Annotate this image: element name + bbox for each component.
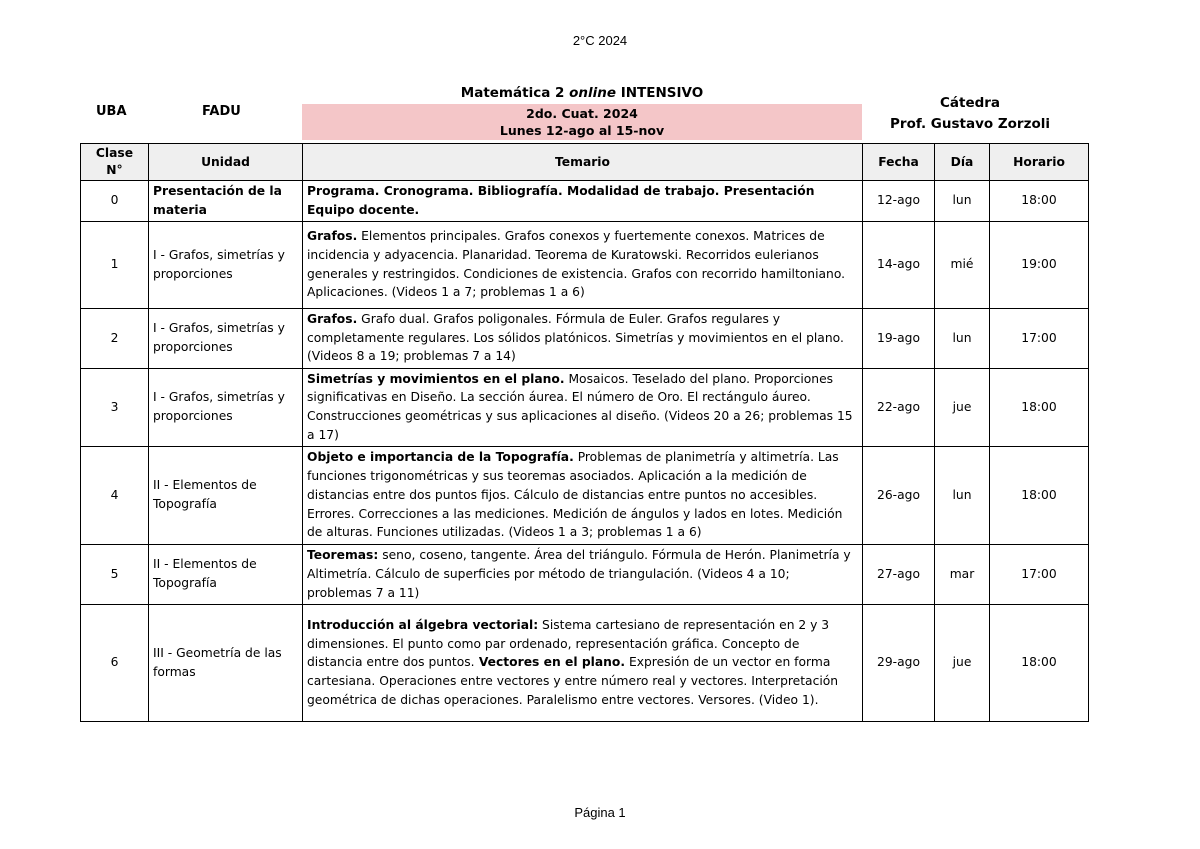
schedule-table: [80, 143, 1089, 722]
row-unit: I - Grafos, simetrías y proporciones: [149, 308, 303, 368]
term-label: 2do. Cuat. 2024: [526, 106, 638, 121]
header-unidad: Unidad: [149, 144, 303, 181]
row-date: 27-ago: [863, 544, 935, 604]
row-day: lun: [935, 308, 990, 368]
row-topic: Objeto e importancia de la Topografía. Problemas de planimetría y altimetría. Las funciones trigonométricas y sus teoremas asociados. Aplicación a la medición de distancias entre dos puntos fijos. Cálculo de distancias entre puntos no accesibles. Errores. Correcciones a las mediciones. Medición de ángulos y lados en lotes. Medición de alturas. Funciones utilizadas. (Videos 1 a 3; problemas 1 a 6): [303, 446, 863, 544]
table-row: [81, 368, 1089, 446]
header-clase: Clase N°: [81, 144, 149, 181]
catedra-label: Cátedra: [939, 95, 1001, 111]
row-date: 22-ago: [863, 368, 935, 446]
course-title-suffix: INTENSIVO: [620, 85, 704, 101]
row-time: 17:00: [990, 308, 1089, 368]
row-num: 6: [81, 604, 149, 721]
page-header: 2°C 2024: [572, 33, 628, 48]
row-topic: Simetrías y movimientos en el plano. Mosaicos. Teselado del plano. Proporciones significativas en Diseño. La sección áurea. El número de Oro. El rectángulo áureo. Construcciones geométricas y sus aplicaciones al diseño. (Videos 20 a 26; problemas 15 a 17): [303, 368, 863, 446]
row-topic: Teoremas: seno, coseno, tangente. Área del triángulo. Fórmula de Herón. Planimetría y Altimetría. Cálculo de superficies por método de triangulación. (Videos 4 a 10; problemas 7 a 11): [303, 544, 863, 604]
row-day: jue: [935, 368, 990, 446]
row-date: 14-ago: [863, 221, 935, 308]
row-date: 12-ago: [863, 181, 935, 222]
header-dia: Día: [935, 144, 990, 181]
row-unit: I - Grafos, simetrías y proporciones: [149, 221, 303, 308]
row-unit: Presentación de la materia: [149, 181, 303, 222]
row-time: 19:00: [990, 221, 1089, 308]
row-time: 18:00: [990, 446, 1089, 544]
course-title: [302, 85, 862, 101]
course-title-online: online: [569, 85, 617, 101]
row-unit: III - Geometría de las formas: [149, 604, 303, 721]
row-date: 19-ago: [863, 308, 935, 368]
term-dates: Lunes 12-ago al 15-nov: [499, 123, 665, 138]
header-temario: Temario: [303, 144, 863, 181]
row-num: 1: [81, 221, 149, 308]
row-day: lun: [935, 446, 990, 544]
table-header-row: [81, 144, 1089, 181]
row-num: 2: [81, 308, 149, 368]
row-day: lun: [935, 181, 990, 222]
header-fecha: Fecha: [863, 144, 935, 181]
professor-name: Prof. Gustavo Zorzoli: [890, 116, 1050, 132]
table-row: [81, 221, 1089, 308]
row-topic: Introducción al álgebra vectorial: Sistema cartesiano de representación en 2 y 3 dimensiones. El punto como par ordenado, representación gráfica. Concepto de distancia entre dos puntos. Vectores en el plano. Expresión de un vector en forma cartesiana. Operaciones entre vectores y entre número real y vectores. Interpretación geométrica de dichas operaciones. Paralelismo entre vectores. Versores. (Video 1).: [303, 604, 863, 721]
row-unit: I - Grafos, simetrías y proporciones: [149, 368, 303, 446]
row-time: 17:00: [990, 544, 1089, 604]
row-day: mié: [935, 221, 990, 308]
row-time: 18:00: [990, 604, 1089, 721]
course-title-prefix: Matemática 2: [460, 85, 565, 101]
term-box: [302, 104, 862, 140]
row-topic: Grafos. Grafo dual. Grafos poligonales. Fórmula de Euler. Grafos regulares y completamente regulares. Los sólidos platónicos. Simetrías y movimientos en el plano. (Videos 8 a 19; problemas 7 a 14): [303, 308, 863, 368]
catedra-block: [870, 93, 1070, 135]
row-num: 4: [81, 446, 149, 544]
row-day: jue: [935, 604, 990, 721]
row-unit: II - Elementos de Topografía: [149, 446, 303, 544]
row-num: 0: [81, 181, 149, 222]
fadu-label: FADU: [202, 104, 241, 119]
table-row: [81, 308, 1089, 368]
row-time: 18:00: [990, 368, 1089, 446]
row-topic: Grafos. Elementos principales. Grafos conexos y fuertemente conexos. Matrices de incidencia y adyacencia. Planaridad. Teorema de Kuratowski. Recorridos eulerianos generales y restringidos. Condiciones de existencia. Grafos con recorrido hamiltoniano. Aplicaciones. (Videos 1 a 7; problemas 1 a 6): [303, 221, 863, 308]
page-footer: Página 1: [574, 805, 626, 820]
table-row: [81, 181, 1089, 222]
table-row: [81, 446, 1089, 544]
row-num: 5: [81, 544, 149, 604]
title-block: [80, 82, 1088, 142]
header-horario: Horario: [990, 144, 1089, 181]
row-num: 3: [81, 368, 149, 446]
row-time: 18:00: [990, 181, 1089, 222]
table-row: [81, 544, 1089, 604]
row-day: mar: [935, 544, 990, 604]
row-date: 29-ago: [863, 604, 935, 721]
table-row: [81, 604, 1089, 721]
row-unit: II - Elementos de Topografía: [149, 544, 303, 604]
row-date: 26-ago: [863, 446, 935, 544]
uba-label: UBA: [96, 104, 127, 119]
row-topic: Programa. Cronograma. Bibliografía. Modalidad de trabajo. Presentación Equipo docente.: [303, 181, 863, 222]
